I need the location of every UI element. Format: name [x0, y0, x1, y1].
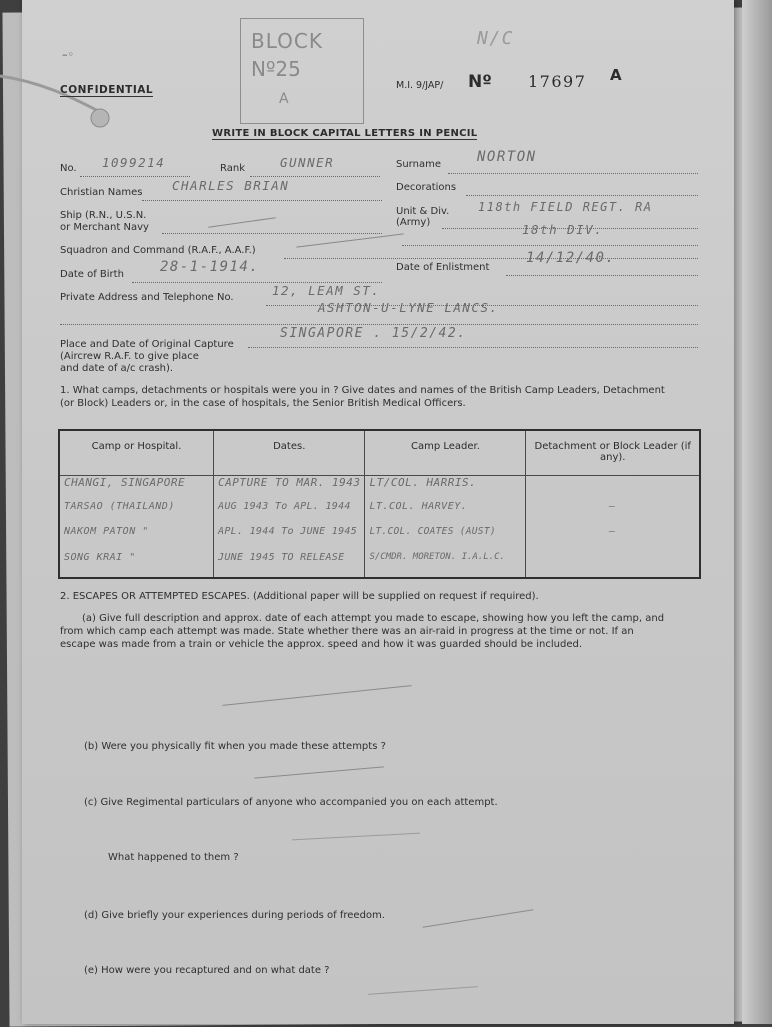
question-2b: (b) Were you physically fit when you made these attempts ? — [84, 741, 386, 752]
answer-dash — [292, 833, 420, 841]
table-row — [59, 476, 700, 502]
capture-label-2: (Aircrew R.A.F. to give place — [60, 351, 199, 362]
stamp-number-text: Nº25 — [251, 57, 301, 81]
camp-cell: TARSAO (THAILAND) — [59, 501, 214, 526]
question-2-heading: 2. ESCAPES OR ATTEMPTED ESCAPES. (Additional paper will be supplied on request if required). — [60, 591, 539, 602]
dates-cell: JUNE 1945 TO RELEASE — [214, 552, 365, 578]
address-label: Private Address and Telephone No. — [60, 292, 234, 303]
address-value-2: ASHTON-U-LYNE LANCS. — [318, 300, 499, 315]
leader-cell: S/CMDR. MORETON. I.A.L.C. — [365, 552, 526, 578]
question-2c-followup: What happened to them ? — [108, 852, 239, 863]
ship-label-2: or Merchant Navy — [60, 222, 149, 233]
detachment-cell: — — [526, 526, 700, 551]
question-2e: (e) How were you recaptured and on what date ? — [84, 965, 330, 976]
stamp-letter-text: A — [279, 91, 289, 107]
form-page — [22, 0, 734, 1024]
decorations-label: Decorations — [396, 182, 457, 193]
confidential-label: CONFIDENTIAL — [60, 84, 154, 96]
question-2a-line-2: from which camp each attempt was made. State whether there was an air-raid in progress at the time or not. If an — [60, 626, 634, 637]
camp-cell: NAKOM PATON " — [59, 526, 214, 551]
form-reference: M.I. 9/JAP/ — [396, 80, 444, 91]
form-number: 17697 — [528, 72, 587, 91]
service-number: 1099214 — [102, 155, 166, 170]
address-value-1: 12, LEAM ST. — [272, 283, 381, 298]
answer-dash — [222, 685, 411, 706]
leader-cell: LT/COL. HARRIS. — [365, 476, 526, 502]
squadron-dash — [296, 233, 403, 247]
instruction-heading: WRITE IN BLOCK CAPITAL LETTERS IN PENCIL — [212, 128, 478, 139]
detachment-cell — [526, 476, 700, 502]
number-prefix: Nº — [468, 72, 492, 92]
enlistment-label: Date of Enlistment — [396, 262, 490, 273]
christian-names-label: Christian Names — [60, 187, 143, 198]
col-dates: Dates. — [214, 430, 365, 476]
detachment-cell — [526, 552, 700, 578]
table-row — [59, 501, 700, 526]
capture-value: SINGAPORE . 15/2/42. — [280, 326, 467, 341]
dob-label: Date of Birth — [60, 269, 124, 280]
table-row — [59, 552, 700, 578]
col-camp: Camp or Hospital. — [59, 430, 214, 476]
block-stamp — [240, 18, 364, 124]
corner-mark: N/C — [477, 28, 515, 49]
unit-value: 118th FIELD REGT. RA — [478, 200, 653, 214]
leader-cell: LT.COL. HARVEY. — [365, 501, 526, 526]
col-detachment-leader: Detachment or Block Leader (if any). — [526, 430, 700, 476]
camp-cell: SONG KRAI " — [59, 552, 214, 578]
dob-value: 28-1-1914. — [160, 259, 260, 275]
camps-table-header — [59, 430, 700, 476]
answer-dash — [423, 909, 534, 928]
rank-label: Rank — [220, 163, 245, 174]
table-row — [59, 526, 700, 551]
question-1-line-2: (or Block) Leaders or, in the case of hospitals, the Senior British Medical Officers. — [60, 398, 466, 409]
form-suffix: A — [610, 66, 622, 84]
dates-cell: APL. 1944 To JUNE 1945 — [214, 526, 365, 551]
question-2a-line-3: escape was made from a train or vehicle the approx. speed and how it was guarded should be included. — [60, 639, 583, 650]
capture-label: Place and Date of Original Capture — [60, 339, 234, 350]
tag-string — [0, 68, 140, 128]
rank-value: GUNNER — [280, 155, 335, 170]
camps-table — [58, 429, 701, 579]
dates-cell: AUG 1943 To APL. 1944 — [214, 501, 365, 526]
unit-label-2: (Army) — [396, 217, 431, 228]
enlistment-value: 14/12/40. — [526, 250, 616, 266]
surname-label: Surname — [396, 159, 441, 170]
christian-names-value: CHARLES BRIAN — [172, 178, 290, 193]
answer-dash — [254, 766, 384, 778]
stamp-block-text: BLOCK — [251, 29, 323, 53]
leader-cell: LT.COL. COATES (AUST) — [365, 526, 526, 551]
question-2c: (c) Give Regimental particulars of anyone who accompanied you on each attempt. — [84, 797, 498, 808]
division-value: 18th DIV. — [522, 222, 604, 237]
ship-label: Ship (R.N., U.S.N. — [60, 210, 147, 221]
col-camp-leader: Camp Leader. — [365, 430, 526, 476]
top-mark: –◦ — [62, 48, 74, 61]
background-edge — [742, 0, 772, 1024]
capture-label-3: and date of a/c crash). — [60, 363, 174, 374]
surname-value: NORTON — [477, 149, 537, 165]
squadron-label: Squadron and Command (R.A.F., A.A.F.) — [60, 245, 256, 256]
camp-cell: CHANGI, SINGAPORE — [59, 476, 214, 502]
no-label: No. — [60, 163, 77, 174]
question-1-line-1: 1. What camps, detachments or hospitals were you in ? Give dates and names of the British Camp Leaders, Detachment — [60, 385, 665, 396]
ship-dash — [208, 217, 275, 227]
question-2d: (d) Give briefly your experiences during periods of freedom. — [84, 910, 385, 921]
answer-dash — [368, 986, 478, 995]
detachment-cell: — — [526, 501, 700, 526]
unit-label: Unit & Div. — [396, 206, 450, 217]
question-2a-line-1: (a) Give full description and approx. date of each attempt you made to escape, showing how you left the camp, and — [82, 613, 665, 624]
dates-cell: CAPTURE TO MAR. 1943 — [214, 476, 365, 502]
